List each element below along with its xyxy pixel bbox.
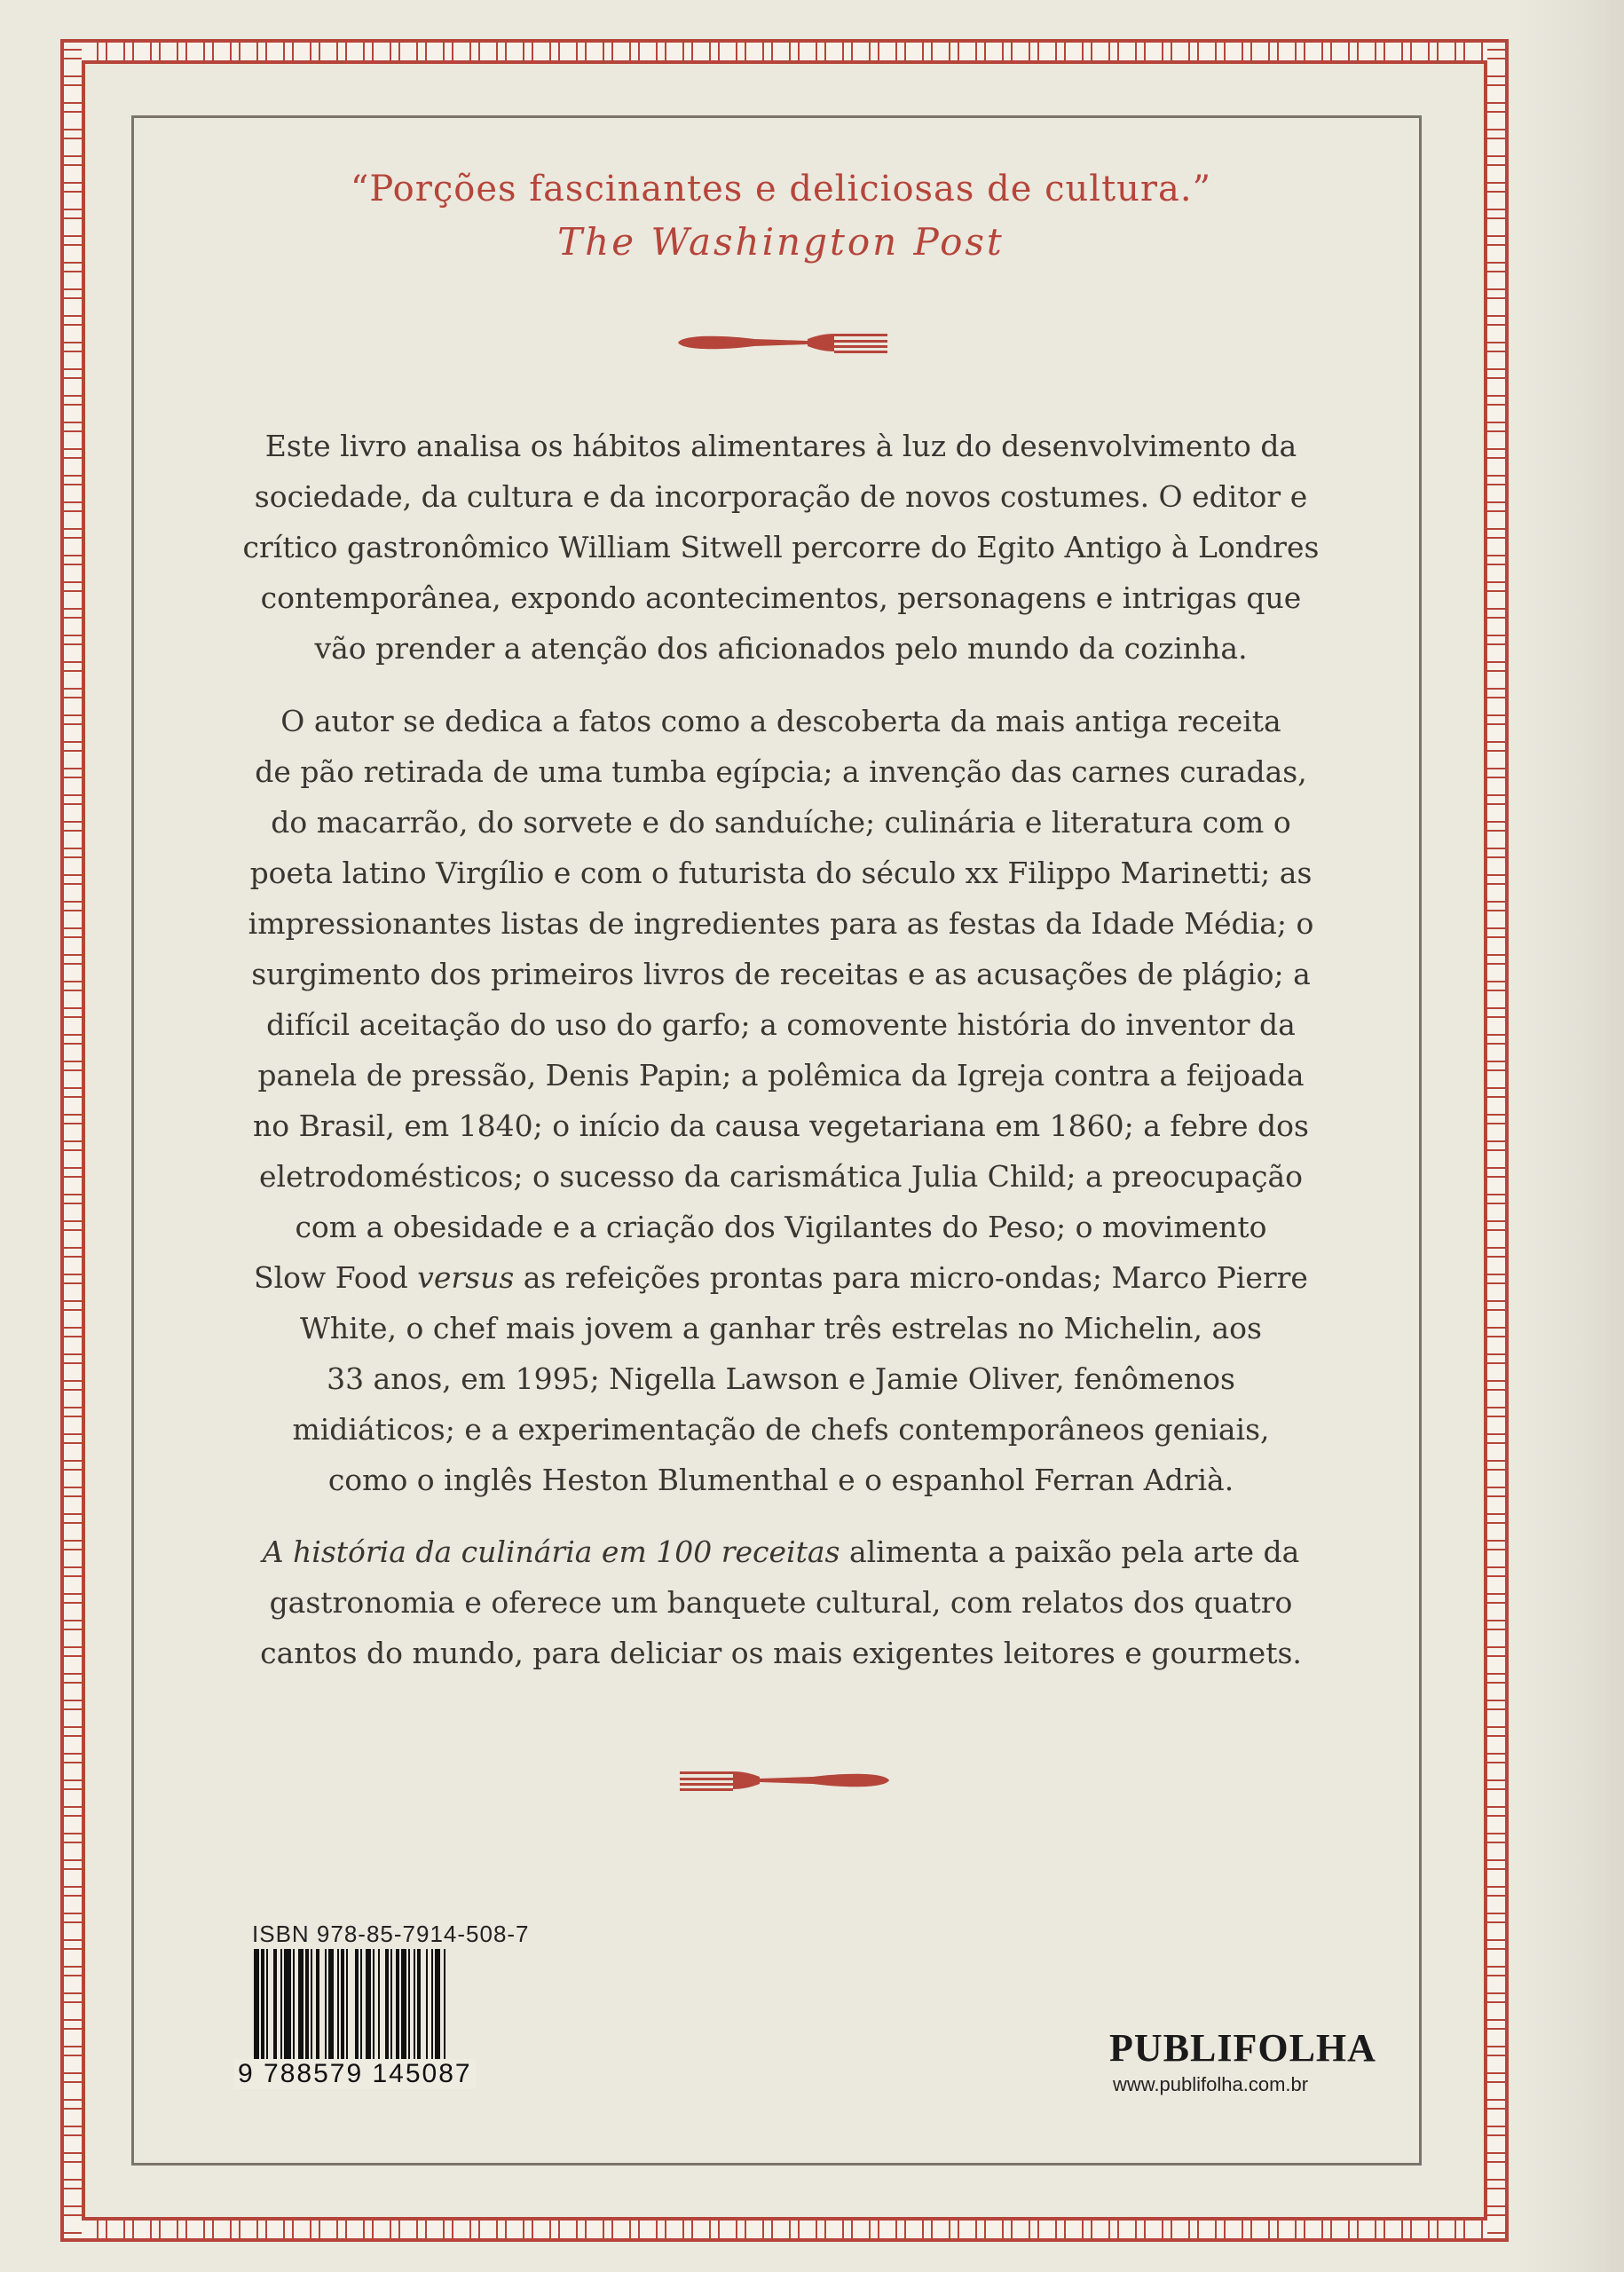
barcode-bar <box>396 1949 399 2063</box>
barcode-bar <box>311 1949 312 2063</box>
text-line: vão prender a atenção dos aficionados pelo mundo da cozinha. <box>314 631 1248 666</box>
text-line: midiáticos; e a experimentação de chefs contemporâneos geniais, <box>292 1412 1270 1447</box>
publisher-url: www.publifolha.com.br <box>1113 2073 1309 2095</box>
barcode-bar <box>337 1949 339 2063</box>
text-line: impressionantes listas de ingredientes para as festas da Idade Média; o <box>248 906 1314 941</box>
barcode-bar <box>305 1949 309 2063</box>
barcode-bar <box>426 1949 428 2063</box>
barcode-bar <box>390 1949 392 2063</box>
text-line: panela de pressão, Denis Papin; a polêmica da Igreja contra a feijoada <box>257 1058 1305 1093</box>
versus-italic: versus <box>417 1260 515 1295</box>
barcode-bar <box>373 1949 374 2063</box>
barcode-bar <box>316 1949 319 2063</box>
text-line: eletrodomésticos; o sucesso da carismática Julia Child; a preocupação <box>258 1159 1303 1194</box>
barcode-bar <box>261 1949 264 2063</box>
barcode-bar <box>414 1949 415 2063</box>
isbn-label: ISBN 978-85-7914-508-7 <box>252 1921 530 1947</box>
barcode-bar <box>431 1949 433 2063</box>
barcode-bar <box>346 1949 348 2063</box>
barcode-bar <box>341 1949 344 2063</box>
text-line-title <box>213 1526 1349 1577</box>
text-line: O autor se dedica a fatos como a descoberta da mais antiga receita <box>280 704 1281 738</box>
text-line: com a obesidade e a criação dos Vigilantes do Peso; o movimento <box>295 1210 1267 1244</box>
text-line: do macarrão, do sorvete e do sanduíche; culinária e literatura com o <box>271 805 1291 840</box>
text-line: 33 anos, em 1995; Nigella Lawson e Jamie Oliver, fenômenos <box>327 1361 1235 1396</box>
barcode-bar <box>401 1949 406 2063</box>
barcode-bar <box>435 1949 440 2063</box>
barcode-bar <box>266 1949 268 2063</box>
barcode-bar <box>273 1949 277 2063</box>
text-line: sociedade, da cultura e da incorporação de novos costumes. O editor e <box>254 479 1308 514</box>
text-line: surgimento dos primeiros livros de receitas e as acusações de plágio; a <box>251 957 1311 991</box>
barcode-graphic <box>252 1949 508 2063</box>
barcode-bar <box>444 1949 445 2063</box>
border-pattern-bottom <box>64 2221 1505 2238</box>
barcode-bar <box>360 1949 362 2063</box>
barcode-bar <box>298 1949 304 2063</box>
barcode-bar <box>328 1949 334 2063</box>
barcode-bar <box>417 1949 421 2063</box>
text-line: poeta latino Virgílio e com o futurista do século xx Filippo Marinetti; as <box>249 856 1313 890</box>
description-paragraph-2 <box>213 696 1349 1505</box>
fork-icon <box>674 327 887 359</box>
text-fragment: Slow Food <box>254 1260 418 1295</box>
blurb-source: The Washington Post <box>557 220 1005 264</box>
text-line: contemporânea, expondo acontecimentos, personagens e intrigas que <box>260 580 1302 615</box>
publisher-logo: PUBLIFOLHA <box>1109 2026 1376 2070</box>
text-line: como o inglês Heston Blumenthal e o espanhol Ferran Adrià. <box>327 1463 1234 1497</box>
text-line-versus <box>213 1252 1349 1303</box>
barcode-bar <box>254 1949 259 2063</box>
description-paragraph-1 <box>213 421 1349 674</box>
text-line: Este livro analisa os hábitos alimentares à luz do desenvolvimento da <box>264 429 1297 463</box>
description-paragraph-3 <box>213 1526 1349 1678</box>
barcode-bar <box>378 1949 380 2063</box>
cover-edge-shade <box>1518 0 1624 2272</box>
barcode-bar <box>366 1949 371 2063</box>
text-line: no Brasil, em 1840; o início da causa vegetariana em 1860; a febre dos <box>253 1108 1309 1143</box>
barcode-bar <box>284 1949 291 2063</box>
text-line: crítico gastronômico William Sitwell percorre do Egito Antigo à Londres <box>242 530 1320 564</box>
text-line: cantos do mundo, para deliciar os mais exigentes leitores e gourmets. <box>260 1636 1302 1670</box>
border-pattern-top <box>64 43 1505 60</box>
barcode-bar <box>293 1949 295 2063</box>
blurb-quote: “Porções fascinantes e deliciosas de cultura.” <box>350 169 1212 209</box>
book-title-italic: A história da culinária em 100 receitas <box>262 1534 840 1569</box>
text-line: White, o chef mais jovem a ganhar três estrelas no Michelin, aos <box>300 1311 1262 1345</box>
text-line: difícil aceitação do uso do garfo; a comovente história do inventor da <box>266 1007 1296 1042</box>
barcode-bar <box>408 1949 410 2063</box>
text-line: de pão retirada de uma tumba egípcia; a invenção das carnes curadas, <box>255 754 1307 789</box>
fork-icon <box>680 1764 893 1796</box>
border-pattern-right <box>1487 43 1505 2238</box>
border-pattern-left <box>64 43 82 2238</box>
barcode-bar <box>385 1949 389 2063</box>
text-fragment: alimenta a paixão pela arte da <box>840 1534 1300 1569</box>
barcode-bar <box>355 1949 359 2063</box>
text-fragment: as refeições prontas para micro-ondas; Marco Pierre <box>514 1260 1308 1295</box>
barcode-bar <box>280 1949 282 2063</box>
text-line: gastronomia e oferece um banquete cultural, com relatos dos quatro <box>269 1585 1293 1620</box>
barcode-bar <box>325 1949 327 2063</box>
barcode-digits: 9 788579 145087 <box>234 2059 476 2089</box>
